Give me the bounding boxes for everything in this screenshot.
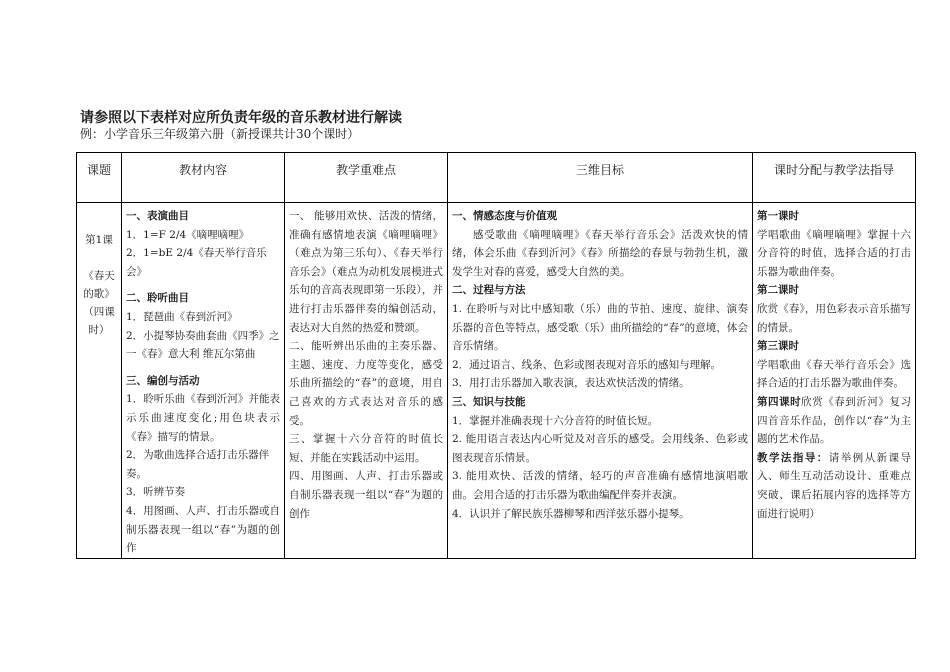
- lesson-period-text: 学唱歌曲《嘀哩嘀哩》掌握十六分音符的时值，选择合适的打击乐器为歌曲伴奏。: [757, 228, 911, 278]
- goal-item: 1．掌握并准确表现十六分音符的时值长短。: [452, 414, 659, 427]
- content-cell: [122, 203, 285, 559]
- content-item: 4．用图画、人声、打击乐器或自制乐器表现一组以“春”为题的创作: [126, 504, 280, 555]
- content-section-title: 三、编创与活动: [126, 374, 200, 387]
- lesson-hours: （四课时）: [83, 306, 115, 336]
- goal-item: 2．通过语言、线条、色彩或图表现对音乐的感知与理解。: [452, 358, 722, 371]
- header-topic: 课题: [77, 153, 122, 203]
- goal-item: 3. 能用欢快、活泼的情绪，轻巧的声音准确有感情地演唱歌曲。会用合适的打击乐器为歌曲编配伴奏并表演。: [452, 470, 748, 501]
- content-section-title: 一、表演曲目: [126, 210, 189, 222]
- table-header-row: [77, 153, 916, 203]
- content-item: 2．1=bE 2/4《春天举行音乐会》: [126, 247, 267, 278]
- goal-item: 1. 在聆听与对比中感知歌（乐）曲的节拍、速度、旋律、演奏乐器的音色等特点，感受歌（乐）曲所描绘的“春”的意境，体会音乐情绪。: [452, 302, 748, 353]
- goal-item: 3．用打击乐器加入歌表演，表达欢快活泼的情绪。: [452, 377, 690, 390]
- goal-text: 感受歌曲《嘀哩嘀哩》《春天举行音乐会》活泼欢快的情绪，体会乐曲《春到沂河》《春》所描绘的春景与勃勃生机，激发学生对春的喜爱，感受大自然的美。: [452, 228, 748, 278]
- header-schedule: 课时分配与教学法指导: [753, 153, 916, 203]
- keypoint-text: 一、 能够用欢快、活泼的情绪，准确有感情地表演《嘀哩嘀哩》（难点为第三乐句）、《春天举行音乐会》（难点为动机发展模进式乐句的音高表现即第一乐段），并进行打击乐器伴奏的编创活动，表达对大自然的热爱和赞颂。: [289, 210, 443, 334]
- goal-section-title: 二、过程与方法: [452, 284, 526, 297]
- lesson-period-text: 欣赏《春到沂河》复习四首音乐作品，创作以“春”为主题的艺术作品。: [757, 395, 912, 446]
- lesson-cell: [77, 203, 122, 559]
- content-section-title: 二、聆听曲目: [126, 292, 189, 305]
- lesson-period-title: 第三课时: [757, 340, 799, 353]
- lesson-period-text: 学唱歌曲《春天举行音乐会》选择合适的打击乐器为歌曲伴奏。: [757, 358, 911, 390]
- lesson-period-text: 欣赏《春》，用色彩表示音乐描写的情景。: [757, 302, 911, 334]
- goals-cell: [448, 203, 753, 559]
- keypoint-text: 三、掌握十六分音符的时值长短、并能在实践活动中运用。: [289, 433, 443, 464]
- lesson-period-title: 第一课时: [757, 210, 799, 222]
- lesson-period-title: 第四课时: [757, 395, 802, 408]
- guide-text: 请举例从新课导入、师生互动活动设计、重难点突破、课后拓展内容的选择等方面进行说明）: [757, 451, 911, 520]
- keypoints-cell: [285, 203, 448, 559]
- header-keypoints: 教学重难点: [285, 153, 448, 203]
- lesson-period-title: 第二课时: [757, 284, 799, 297]
- example-caption: 例：小学音乐三年级第六册（新授课共计30个课时）: [80, 127, 360, 141]
- goal-section-title: 三、知识与技能: [452, 395, 526, 408]
- keypoint-text: 二、能听辨出乐曲的主奏乐器、主题、速度、力度等变化，感受乐曲所描绘的“春”的意境，用自己喜欢的方式表达对音乐的感受。: [289, 340, 443, 427]
- content-item: 2．为歌曲选择合适打击乐器伴奏。: [126, 449, 270, 480]
- page-title: 请参照以下表样对应所负责年级的音乐教材进行解读: [80, 110, 402, 126]
- schedule-cell: [753, 203, 916, 559]
- teaching-method-guide: [757, 449, 911, 523]
- table-row: [77, 203, 916, 559]
- goal-item: 4．认识并了解民族乐器柳琴和西洋弦乐器小提琴。: [452, 507, 690, 520]
- content-item: 2．小提琴协奏曲套曲《四季》之一《春》意大利 维瓦尔第曲: [126, 329, 280, 361]
- header-goals: 三维目标: [448, 153, 753, 203]
- header-content: 教材内容: [122, 153, 285, 203]
- keypoint-text: 四、用图画、人声、打击乐器或自制乐器表现一组以“春”为题的创作: [289, 470, 443, 520]
- lesson-name: 《春天的歌》: [83, 270, 115, 300]
- content-item: 1．聆听乐曲《春到沂河》并能表示乐曲速度变化;用色块表示《春》描写的情景。: [126, 393, 280, 443]
- content-item: 1．琵琶曲《春到沂河》: [126, 310, 238, 323]
- goal-section-title: 一、情感态度与价值观: [452, 210, 557, 222]
- lesson-period-4: [757, 393, 911, 449]
- goal-item: 2. 能用语言表达内心听觉及对音乐的感受。会用线条、色彩或图表现音乐情景。: [452, 433, 748, 464]
- guide-title: 教学法指导：: [757, 451, 829, 464]
- teaching-plan-table: [76, 152, 916, 559]
- content-item: 3．听辨节奏: [126, 486, 186, 499]
- content-item: 1．1=F 2/4《嘀哩嘀哩》: [126, 228, 250, 241]
- lesson-number: 第1课: [85, 234, 113, 246]
